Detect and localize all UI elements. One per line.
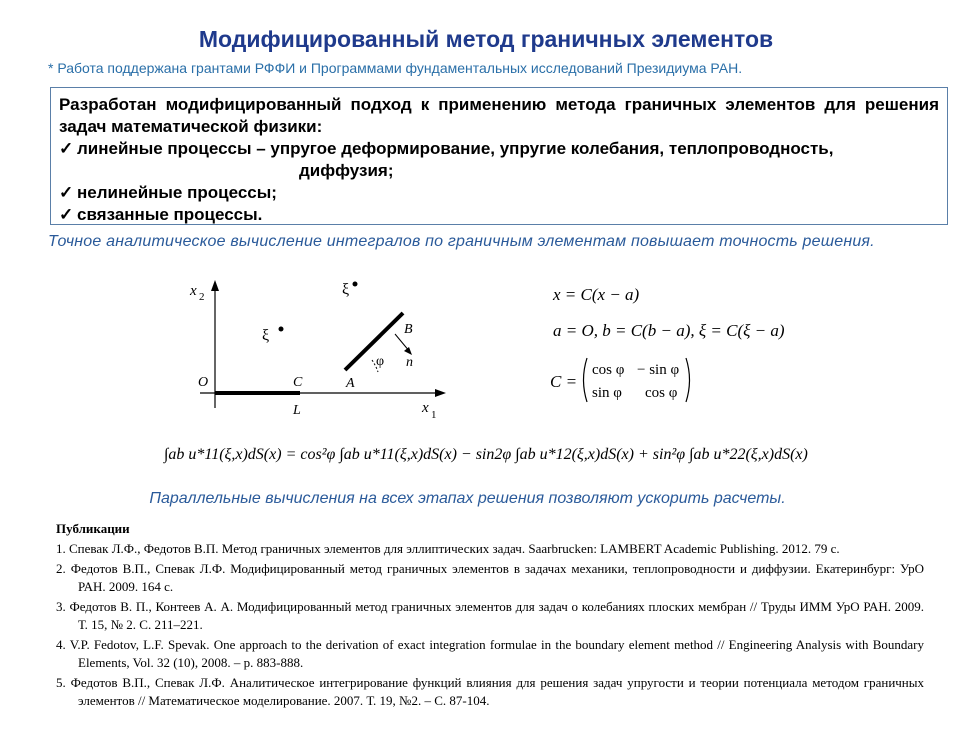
summary-intro: Разработан модифицированный подход к применению метода граничных элементов для решения задач математической физики:	[59, 95, 939, 136]
xi-label-top: ξ	[342, 281, 350, 298]
formula-2: a = O, b = C(b − a), ξ = C(ξ − a)	[553, 321, 785, 340]
phi-label: φ	[376, 354, 385, 369]
publication-item: 2. Федотов В.П., Спевак Л.Ф. Модифицированный метод граничных элементов в задачах механики, теплопроводности и диффузии. Екатеринбург: УрО РАН. 2009. 164 с.	[56, 561, 924, 594]
segment-ab	[345, 313, 403, 370]
publication-item: 3. Федотов В. П., Контеев А. А. Модифицированный метод граничных элементов для задач о колебаниях плоских мембран // Труды ИММ УрО РАН. 2009. Т. 15, № 2. С. 211–221.	[56, 599, 924, 632]
grant-note: * Работа поддержана грантами РФФИ и Программами фундаментальных исследований Президиума РАН.	[48, 60, 743, 76]
point-b-label: B	[404, 322, 413, 337]
publications-heading: Публикации	[56, 521, 130, 536]
x2-sub: 2	[199, 291, 205, 303]
transform-formulas	[550, 285, 785, 402]
publication-item: 1. Спевак Л.Ф., Федотов В.П. Метод граничных элементов для эллиптических задач. Saarbrucken: LAMBERT Academic Publishing. 2012. 79 с.	[56, 541, 840, 556]
accuracy-note: Точное аналитическое вычисление интегралов по граничным элементам повышает точность решения.	[48, 233, 875, 250]
x2-label: x	[190, 283, 197, 299]
point-a-label: A	[346, 376, 355, 391]
check-icon: ✓	[59, 183, 74, 202]
x1-label: x	[422, 400, 429, 416]
matrix-lhs: C =	[550, 372, 578, 391]
summary-item-label: линейные процессы – упругое деформирование, упругие колебания, теплопроводность,	[77, 139, 834, 158]
segment-l-label: L	[293, 403, 301, 418]
point-xi-left	[279, 327, 284, 332]
matrix-left-bracket	[584, 358, 588, 402]
x1-sub: 1	[431, 409, 437, 421]
publication-item: 5. Федотов В.П., Спевак Л.Ф. Аналитическое интегрирование функций влияния для решения задач упругости и теории потенциала методом граничных элементов // Математическое моделирование. 2007. Т. 19, №2. – С. 87-104.	[56, 675, 924, 708]
normal-label: n	[406, 355, 413, 370]
summary-item-label: связанные процессы.	[77, 205, 263, 224]
check-icon: ✓	[59, 139, 74, 158]
x1-arrow-icon	[435, 389, 446, 397]
matrix-r2c1: sin φ	[592, 385, 622, 401]
point-c-label: C	[293, 375, 303, 390]
publication-item: 4. V.P. Fedotov, L.F. Spevak. One approach to the derivation of exact integration formulae in the boundary element method // Engineering Analysis with Boundary Elements, Vol. 32 (10), 2008. – p. 883-888.	[56, 637, 924, 670]
point-xi-top	[353, 282, 358, 287]
matrix-r1c2: − sin φ	[637, 362, 680, 378]
integral-formula: ∫ab u*11(ξ,x)dS(x) = cos²φ ∫ab u*11(ξ,x)dS(x) − sin2φ ∫ab u*12(ξ,x)dS(x) + sin²φ ∫ab u*22(ξ,x)dS(x)	[164, 446, 808, 463]
check-icon: ✓	[59, 205, 74, 224]
x2-arrow-icon	[211, 280, 219, 291]
formula-1: x = C(x − a)	[553, 285, 640, 304]
xi-label-left: ξ	[262, 327, 270, 344]
summary-item-continuation: диффузия;	[299, 161, 394, 180]
summary-item-label: нелинейные процессы;	[77, 183, 277, 202]
matrix-right-bracket	[686, 358, 690, 402]
page-title: Модифицированный метод граничных элементов	[198, 26, 774, 52]
parallel-note: Параллельные вычисления на всех этапах решения позволяют ускорить расчеты.	[149, 490, 786, 507]
matrix-r2c2: cos φ	[645, 385, 678, 401]
origin-label: O	[198, 375, 209, 390]
normal-arrow-icon	[404, 347, 412, 355]
matrix-r1c1: cos φ	[592, 362, 625, 378]
publications	[56, 520, 924, 712]
coordinate-diagram	[189, 280, 446, 421]
